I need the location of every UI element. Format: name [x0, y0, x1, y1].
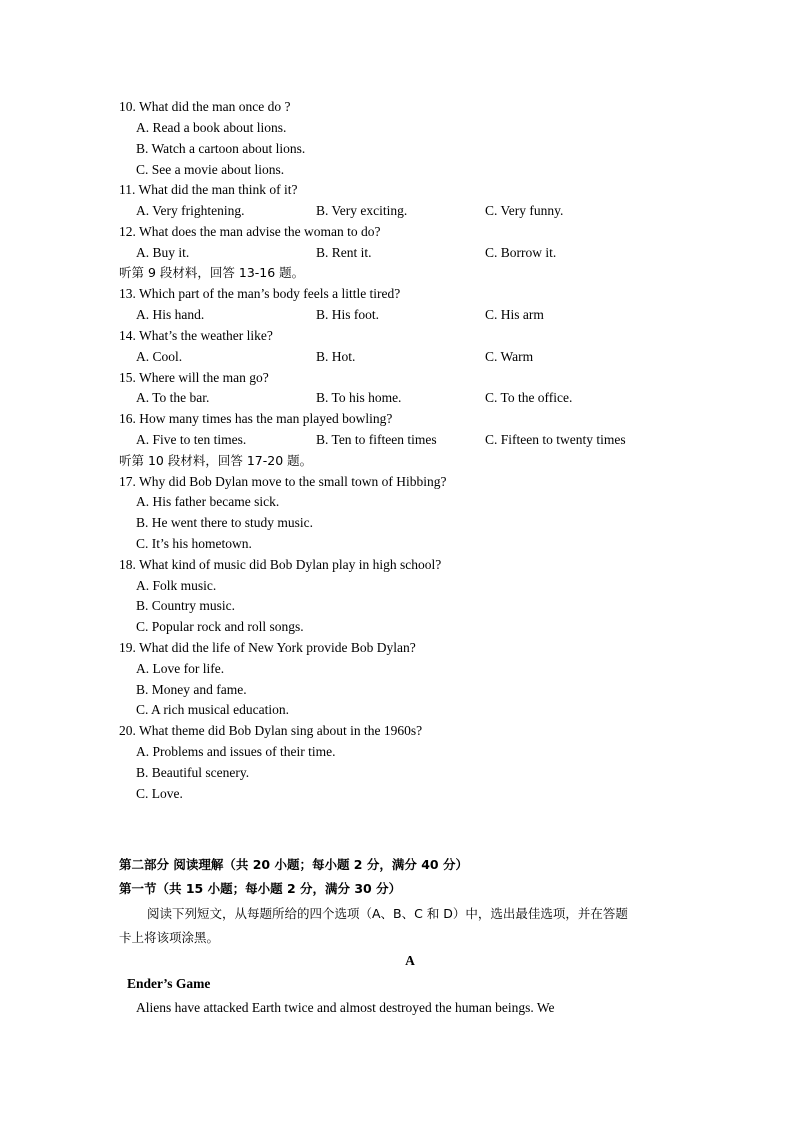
option-14b: B. Hot. — [316, 349, 356, 364]
option-20a: A. Problems and issues of their time. — [136, 744, 336, 759]
option-19c: C. A rich musical education. — [136, 702, 289, 717]
option-15b: B. To his home. — [316, 390, 402, 405]
option-11a: A. Very frightening. — [136, 203, 245, 218]
option-18b: B. Country music. — [136, 598, 236, 613]
option-17b: B. He went there to study music. — [136, 515, 313, 530]
option-15c: C. To the office. — [485, 390, 573, 405]
question-19: 19. What did the life of New York provide Bob Dylan? — [119, 640, 416, 655]
option-19b: B. Money and fame. — [136, 682, 247, 697]
option-17c: C. It’s his hometown. — [136, 536, 252, 551]
passage-text-line-1: Aliens have attacked Earth twice and almost destroyed the human beings. We — [136, 1000, 555, 1015]
option-16a: A. Five to ten times. — [136, 432, 247, 447]
instruction-segment-10: 听第 10 段材料，回答 17-20 题。 — [119, 453, 313, 468]
option-13c: C. His arm — [485, 307, 544, 322]
directions-line-2: 卡上将该项涂黑。 — [119, 930, 220, 945]
option-17a: A. His father became sick. — [136, 494, 280, 509]
option-11c: C. Very funny. — [485, 203, 564, 218]
directions-line-1: 阅读下列短文，从每题所给的四个选项（A、B、C 和 D）中，选出最佳选项，并在答题 — [147, 906, 628, 921]
option-16c: C. Fifteen to twenty times — [485, 432, 626, 447]
passage-title: Ender’s Game — [127, 976, 211, 991]
option-20b: B. Beautiful scenery. — [136, 765, 250, 780]
question-13: 13. Which part of the man’s body feels a little tired? — [119, 286, 401, 301]
instruction-segment-9: 听第 9 段材料，回答 13-16 题。 — [119, 265, 305, 280]
question-10: 10. What did the man once do ? — [119, 99, 291, 114]
option-18a: A. Folk music. — [136, 578, 217, 593]
question-12: 12. What does the man advise the woman to do? — [119, 224, 381, 239]
option-15a: A. To the bar. — [136, 390, 210, 405]
option-14c: C. Warm — [485, 349, 534, 364]
option-10c: C. See a movie about lions. — [136, 162, 285, 177]
option-13b: B. His foot. — [316, 307, 380, 322]
section-one-heading: 第一节（共 15 小题；每小题 2 分，满分 30 分） — [119, 881, 402, 896]
option-10a: A. Read a book about lions. — [136, 120, 287, 135]
question-17: 17. Why did Bob Dylan move to the small town of Hibbing? — [119, 474, 447, 489]
question-18: 18. What kind of music did Bob Dylan play in high school? — [119, 557, 442, 572]
question-15: 15. Where will the man go? — [119, 370, 269, 385]
question-11: 11. What did the man think of it? — [119, 182, 298, 197]
option-13a: A. His hand. — [136, 307, 205, 322]
option-16b: B. Ten to fifteen times — [316, 432, 437, 447]
option-19a: A. Love for life. — [136, 661, 225, 676]
option-14a: A. Cool. — [136, 349, 183, 364]
option-11b: B. Very exciting. — [316, 203, 408, 218]
passage-letter: A — [405, 953, 415, 968]
option-10b: B. Watch a cartoon about lions. — [136, 141, 306, 156]
question-16: 16. How many times has the man played bowling? — [119, 411, 393, 426]
option-20c: C. Love. — [136, 786, 183, 801]
option-18c: C. Popular rock and roll songs. — [136, 619, 304, 634]
option-12b: B. Rent it. — [316, 245, 372, 260]
option-12a: A. Buy it. — [136, 245, 190, 260]
question-14: 14. What’s the weather like? — [119, 328, 273, 343]
option-12c: C. Borrow it. — [485, 245, 557, 260]
question-20: 20. What theme did Bob Dylan sing about in the 1960s? — [119, 723, 423, 738]
part-two-heading: 第二部分 阅读理解（共 20 小题；每小题 2 分，满分 40 分） — [119, 857, 468, 872]
